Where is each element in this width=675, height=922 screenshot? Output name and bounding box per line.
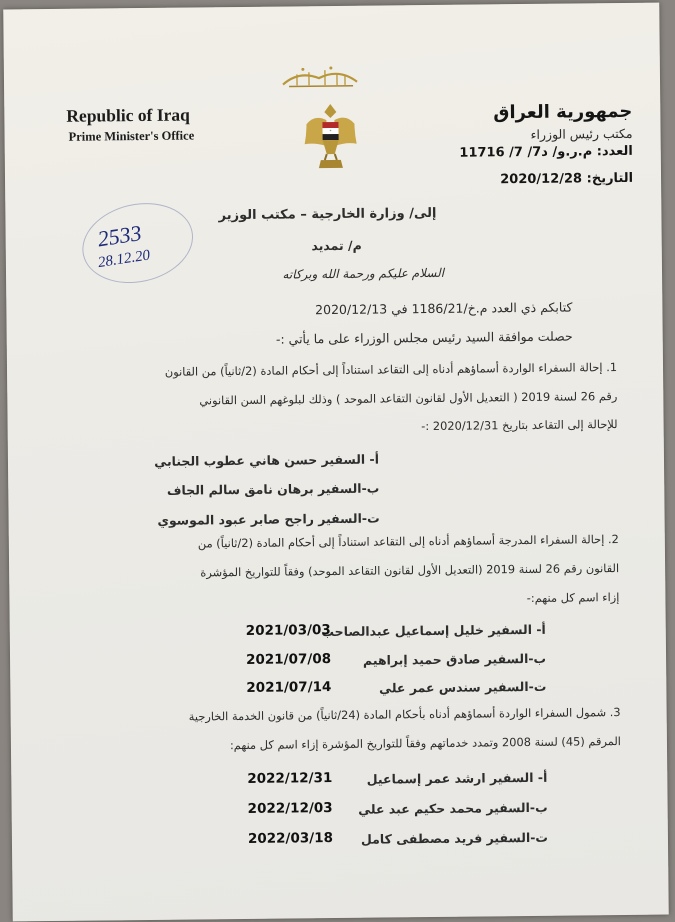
- paragraph-3-line-2: المرقم (45) لسنة 2008 وتمدد خدماتهم وفقاً للتواريخ المؤشرة إزاء اسم كل منهم:: [229, 734, 622, 753]
- p3-item-a-date: 2022/12/31: [247, 770, 333, 787]
- basmala-calligraphy: [279, 64, 361, 91]
- handwritten-number: 2533: [95, 220, 144, 252]
- letterhead-ar-line2: مكتب رئيس الوزراء: [530, 125, 633, 142]
- p3-item-b-date: 2022/12/03: [247, 800, 333, 817]
- letterhead-en-line1: Republic of Iraq: [66, 104, 190, 126]
- reference-line: كتابكم ذي العدد م.خ/1186/21 في 2020/12/13: [315, 299, 573, 318]
- p2-item-a-date: 2021/03/03: [245, 622, 331, 639]
- document-page: [3, 3, 669, 922]
- p2-item-c-date: 2021/07/14: [246, 679, 332, 696]
- intro-line: حصلت موافقة السيد رئيس مجلس الوزراء على ما يأتي :-: [275, 328, 573, 347]
- p2-item-c-name: ت-السفير سندس عمر علي: [379, 678, 547, 696]
- p2-item-a-name: أ- السفير خليل إسماعيل عبدالصاحب: [321, 621, 546, 640]
- paragraph-2-line-1: 2. إحالة السفراء المدرجة أسماؤهم أدناه إلى التقاعد استناداً إلى أحكام المادة (2/ثانياً) من: [197, 532, 619, 551]
- paragraph-1-line-1: 1. إحالة السفراء الواردة أسماؤهم أدناه إلى التقاعد استناداً إلى أحكام المادة (2/ثانياً) من القانون: [164, 360, 618, 379]
- subject-line: م/ تمديد: [311, 237, 362, 254]
- p1-item-c: ت-السفير راجح صابر عبود الموسوي: [157, 510, 380, 528]
- p3-item-c-date: 2022/03/18: [247, 830, 334, 847]
- p1-item-b: ب-السفير برهان نامق سالم الجاف: [166, 480, 380, 498]
- p3-item-c-name: ت-السفير فريد مصطفى كامل: [360, 829, 549, 847]
- p3-item-a-name: أ- السفير ارشد عمر إسماعيل: [366, 769, 548, 787]
- handwritten-date: 28.12.20: [96, 247, 152, 272]
- paragraph-2-line-2: القانون رقم 26 لسنة 2019 (التعديل الأول لقانون التقاعد الموحد) وفقاً للتواريخ المؤشرة: [200, 561, 620, 580]
- greeting: السلام عليكم ورحمة الله وبركاته: [282, 265, 445, 282]
- paragraph-2-line-3: إزاء اسم كل منهم:-: [526, 590, 620, 606]
- reference-number: العدد: م.ر.و/ د7/ 7/ 11716: [459, 143, 633, 161]
- letter-date: التاريخ: 2020/12/28: [500, 170, 634, 188]
- p1-item-a: أ- السفير حسن هاني عطوب الجنابي: [154, 451, 380, 469]
- p3-item-b-name: ب-السفير محمد حكيم عبد علي: [358, 799, 548, 817]
- letterhead-en-line2: Prime Minister's Office: [68, 128, 195, 144]
- iraq-eagle-emblem-icon: [300, 98, 361, 185]
- paragraph-3-line-1: 3. شمول السفراء الواردة أسماؤهم أدناه بأحكام المادة (24/ثانياً) من قانون الخدمة الخارجية: [188, 705, 621, 724]
- paragraph-1-line-2: رقم 26 لسنة 2019 ( التعديل الأول لقانون التقاعد الموحد ) وذلك لبلوغهم السن القانوني: [199, 389, 618, 408]
- p2-item-b-name: ب-السفير صادق حميد إبراهيم: [362, 650, 547, 668]
- letterhead-ar-line1: جمهورية العراق: [493, 100, 633, 124]
- p2-item-b-date: 2021/07/08: [245, 651, 332, 668]
- addressee: إلى/ وزارة الخارجية – مكتب الوزير: [218, 205, 437, 224]
- paragraph-1-line-3: للإحالة إلى التقاعد بتاريخ 2020/12/31 :-: [421, 417, 618, 434]
- svg-text:*: *: [329, 128, 332, 134]
